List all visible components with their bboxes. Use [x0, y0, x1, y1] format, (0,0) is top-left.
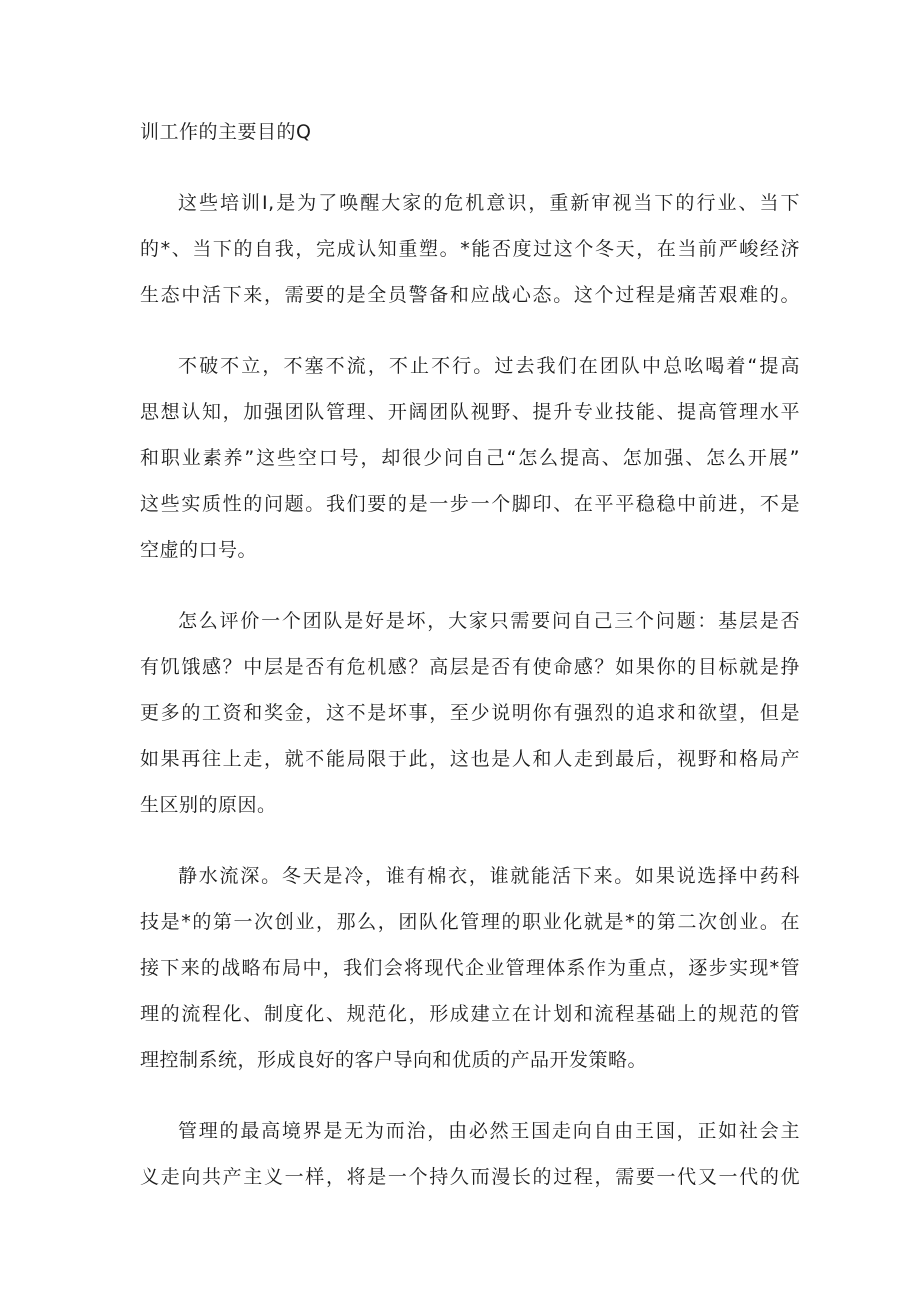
paragraph-line: 生区别的原因。 [140, 794, 277, 816]
paragraph-line: 更多的工资和奖金，这不是坏事，至少说明你有强烈的追求和欲望，但是 [140, 702, 800, 724]
paragraph-line: 和职业素养”这些空口号，却很少问自己“怎么提高、怎加强、怎么开展” [140, 447, 800, 469]
paragraph-line: 不破不立，不塞不流，不止不行。过去我们在团队中总吆喝着“提高 [178, 355, 800, 377]
document-body [140, 109, 800, 1200]
paragraph-line: 生态中活下来，需要的是全员警备和应战心态。这个过程是痛苦艰难的。 [140, 284, 800, 306]
paragraph-line: 的*、当下的自我，完成认知重塑。*能否度过这个冬天，在当前严峻经济 [140, 238, 800, 260]
paragraph-line: 理的流程化、制度化、规范化，形成建立在计划和流程基础上的规范的管 [140, 1003, 800, 1025]
paragraph-line: 思想认知，加强团队管理、开阔团队视野、提升专业技能、提高管理水平 [140, 401, 800, 423]
paragraph-line: 训工作的主要目的Q [140, 121, 312, 143]
paragraph-line: 这些培训I,是为了唤醒大家的危机意识，重新审视当下的行业、当下 [178, 192, 800, 214]
paragraph-line: 静水流深。冬天是冷，谁有棉衣，谁就能活下来。如果说选择中药科 [178, 865, 800, 887]
paragraph-line: 有饥饿感？中层是否有危机感？高层是否有使命感？如果你的目标就是挣 [140, 656, 800, 678]
paragraph-line: 空虚的口号。 [140, 539, 258, 561]
paragraph-line: 技是*的第一次创业，那么，团队化管理的职业化就是*的第二次创业。在 [140, 911, 800, 933]
paragraph-line: 义走向共产主义一样，将是一个持久而漫长的过程，需要一代又一代的优 [140, 1166, 800, 1188]
paragraph-line: 接下来的战略布局中，我们会将现代企业管理体系作为重点，逐步实现*管 [140, 957, 800, 979]
paragraph-line: 理控制系统，形成良好的客户导向和优质的产品开发策略。 [140, 1049, 648, 1071]
paragraph-line: 怎么评价一个团队是好是坏，大家只需要问自己三个问题：基层是否 [178, 610, 800, 632]
paragraph-line: 管理的最高境界是无为而治，由必然王国走向自由王国，正如社会主 [178, 1120, 800, 1142]
paragraph-line: 如果再往上走，就不能局限于此，这也是人和人走到最后，视野和格局产 [140, 748, 800, 770]
paragraph-line: 这些实质性的问题。我们要的是一步一个脚印、在平平稳稳中前进，不是 [140, 493, 800, 515]
